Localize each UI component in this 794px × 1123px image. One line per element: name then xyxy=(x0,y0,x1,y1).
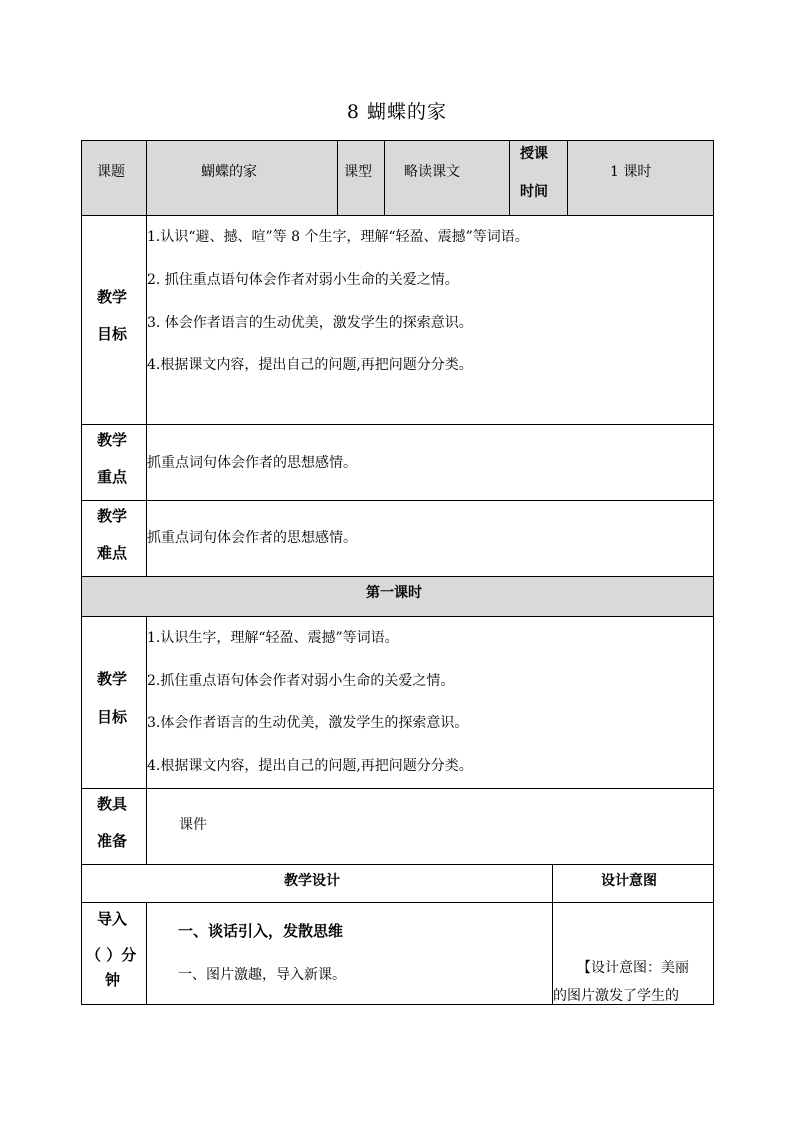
key-points-text: 抓重点词句体会作者的思想感情。 xyxy=(147,455,357,471)
design-column-header: 教学设计 xyxy=(284,873,340,889)
intro-label-1: 导入 xyxy=(97,910,128,928)
intro-label-3: 钟 xyxy=(105,971,121,989)
difficulties-label-2: 难点 xyxy=(97,544,128,562)
goal-item: 3. 体会作者语言的生动优美，激发学生的探索意识。 xyxy=(147,315,473,331)
document-title: 8 蝴蝶的家 xyxy=(346,101,448,123)
intro-label-2: （ ）分 xyxy=(86,946,137,964)
table-line xyxy=(146,902,147,1004)
intro-step: 一、图片激趣，导入新课。 xyxy=(178,967,346,983)
type-label: 课型 xyxy=(344,164,372,180)
table-line xyxy=(81,424,714,425)
table-line xyxy=(146,616,147,864)
type-value: 略读课文 xyxy=(404,164,460,180)
table-line xyxy=(81,788,714,789)
goal-item: 1.认识“避、撼、喧”等 8 个生字，理解“轻盈、震撼”等词语。 xyxy=(147,229,529,245)
topic-value: 蝴蝶的家 xyxy=(201,164,257,180)
goals2-label-1: 教学 xyxy=(97,670,128,688)
goals-label-2: 目标 xyxy=(97,325,128,343)
table-line xyxy=(337,140,338,215)
topic-label: 课题 xyxy=(97,164,125,180)
goals-label-1: 教学 xyxy=(97,288,128,306)
difficulties-text: 抓重点词句体会作者的思想感情。 xyxy=(147,530,357,546)
table-line xyxy=(81,500,714,501)
materials-text: 课件 xyxy=(179,817,207,833)
intent-column-header: 设计意图 xyxy=(601,873,657,889)
goal-item: 2. 抓住重点语句体会作者对弱小生命的关爱之情。 xyxy=(147,272,459,288)
table-line xyxy=(552,864,553,1004)
goal2-item: 3.体会作者语言的生动优美，激发学生的探索意识。 xyxy=(147,715,469,731)
table-line xyxy=(567,140,568,215)
table-line xyxy=(146,140,147,215)
table-line xyxy=(81,576,714,577)
materials-label-1: 教具 xyxy=(97,795,128,813)
table-line xyxy=(384,140,385,215)
goal2-item: 4.根据课文内容，提出自己的问题,再把问题分分类。 xyxy=(147,758,473,774)
table-line xyxy=(509,140,510,215)
table-line xyxy=(81,616,714,617)
materials-label-2: 准备 xyxy=(97,832,128,850)
time-label-2: 时间 xyxy=(520,184,548,200)
key-points-label-2: 重点 xyxy=(97,468,128,486)
goals2-label-2: 目标 xyxy=(97,708,128,726)
difficulties-label-1: 教学 xyxy=(97,507,128,525)
time-label-1: 授课 xyxy=(520,146,548,162)
time-value: 1 课时 xyxy=(610,164,652,180)
table-line xyxy=(81,902,714,903)
key-points-label-1: 教学 xyxy=(97,431,128,449)
table-line xyxy=(81,140,714,141)
lesson-heading: 第一课时 xyxy=(366,585,422,601)
intro-intent-line-1: 【设计意图：美丽 xyxy=(577,960,689,976)
table-line xyxy=(81,140,82,1005)
table-line xyxy=(713,140,714,1005)
goal2-item: 1.认识生字，理解“轻盈、震撼”等词语。 xyxy=(147,630,399,646)
goal2-item: 2.抓住重点语句体会作者对弱小生命的关爱之情。 xyxy=(147,673,455,689)
table-line xyxy=(81,215,714,216)
table-line xyxy=(81,864,714,865)
intro-intent-line-2: 的图片激发了学生的 xyxy=(553,988,679,1004)
intro-heading: 一、谈话引入，发散思维 xyxy=(178,922,344,940)
goal-item: 4.根据课文内容，提出自己的问题,再把问题分分类。 xyxy=(147,357,473,373)
